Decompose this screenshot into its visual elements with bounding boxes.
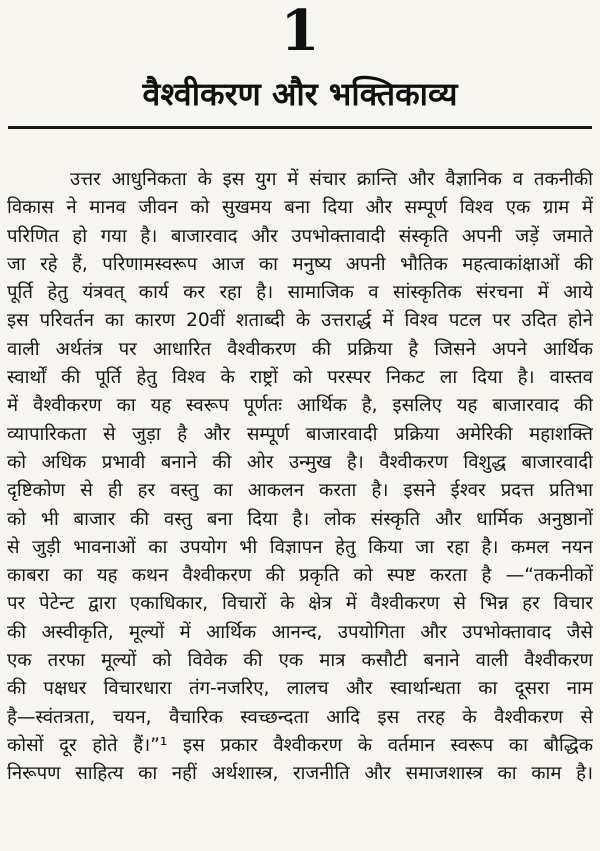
paragraph-line: स्वार्थों की पूर्ति हेतु विश्व के राष्ट्रों को परस्पर निकट ला दिया है। वास्तव [7, 367, 593, 389]
paragraph-line: निरूपण साहित्य का नहीं अर्थशास्त्र, राजनीति और समाजशास्त्र का काम है। [7, 763, 593, 785]
paragraph-line: विकास ने मानव जीवन को सुखमय बना दिया और सम्पूर्ण विश्व एक ग्राम में [7, 197, 593, 219]
paragraph-line: पर पेटेन्ट द्वारा एकाधिकार, विचारों के क्षेत्र में वैश्वीकरण से भिन्न हर विचार [7, 593, 593, 615]
paragraph-line: को अधिक प्रभावी बनाने की ओर उन्मुख है। वैश्वीकरण विशुद्ध बाजारवादी [7, 451, 593, 473]
paragraph-line: उत्तर आधुनिकता के इस युग में संचार क्रान्ति और वैज्ञानिक व तकनीकी [70, 169, 593, 190]
paragraph-line: कोसों दूर होते हैं।”¹ इस प्रकार वैश्वीकरण के वर्तमान स्वरूप का बौद्धिक [7, 734, 593, 756]
paragraph-line: को भी बाजार की वस्तु बना दिया है। लोक संस्कृति और धार्मिक अनुष्ठानों [7, 508, 593, 530]
paragraph-line: है—स्वंतत्रता, चयन, वैचारिक स्वच्छन्दता आदि इस तरह के वैश्वीकरण से [7, 706, 593, 728]
paragraph-line: की पक्षधर विचारधारा तंग-नजरिए, लालच और स्वार्थान्धता का दूसरा नाम [7, 678, 593, 700]
paragraph-line: काबरा का यह कथन वैश्वीकरण की प्रकृति को स्पष्ट करता है —“तकनीकों [7, 565, 593, 587]
paragraph-line: एक तरफा मूल्यों को विवेक की एक मात्र कसौटी बनाने वाली वैश्वीकरण [7, 650, 593, 672]
paragraph-line: इस परिवर्तन का कारण 20वीं शताब्दी के उत्तरार्द्ध में विश्व पटल पर उदित होने [7, 310, 593, 332]
paragraph-line: में वैश्वीकरण का यह स्वरूप पूर्णतः आर्थिक है, इसलिए यह बाजारवाद की [7, 395, 593, 417]
paragraph-line: परिणित हो गया है। बाजारवाद और उपभोक्तावादी संस्कृति अपनी जड़ें जमाते [7, 225, 593, 247]
paragraph-line: से जुड़ी भावनाओं का उपयोग भी विज्ञापन हेतु किया जा रहा है। कमल नयन [7, 536, 593, 558]
paragraph-line: जा रहे हैं, परिणामस्वरूप आज का मनुष्य अपनी भौतिक महत्वाकांक्षाओं की [7, 253, 593, 275]
paragraph-line: व्यापारिकता से जुड़ा है और सम्पूर्ण बाजारवादी प्रक्रिया अमेरिकी महाशक्ति [7, 423, 593, 445]
title-divider [8, 126, 592, 129]
body-paragraph [7, 166, 593, 789]
paragraph-line: की अस्वीकृति, मूल्यों में आर्थिक आनन्द, उपयोगिता और उपभोक्तावाद जैसे [7, 621, 593, 643]
paragraph-line: वाली अर्थतंत्र पर आधारित वैश्वीकरण की प्रक्रिया है जिसने अपने आर्थिक [7, 338, 593, 360]
chapter-title: वैश्वीकरण और भक्तिकाव्य [142, 75, 458, 113]
paragraph-line: दृष्टिकोण से ही हर वस्तु का आकलन करता है। इसने ईश्वर प्रदत्त प्रतिभा [7, 480, 593, 502]
paragraph-line: पूर्ति हेतु यंत्रवत् कार्य कर रहा है। सामाजिक व सांस्कृतिक संरचना में आये [7, 282, 593, 304]
chapter-number: 1 [280, 0, 320, 64]
